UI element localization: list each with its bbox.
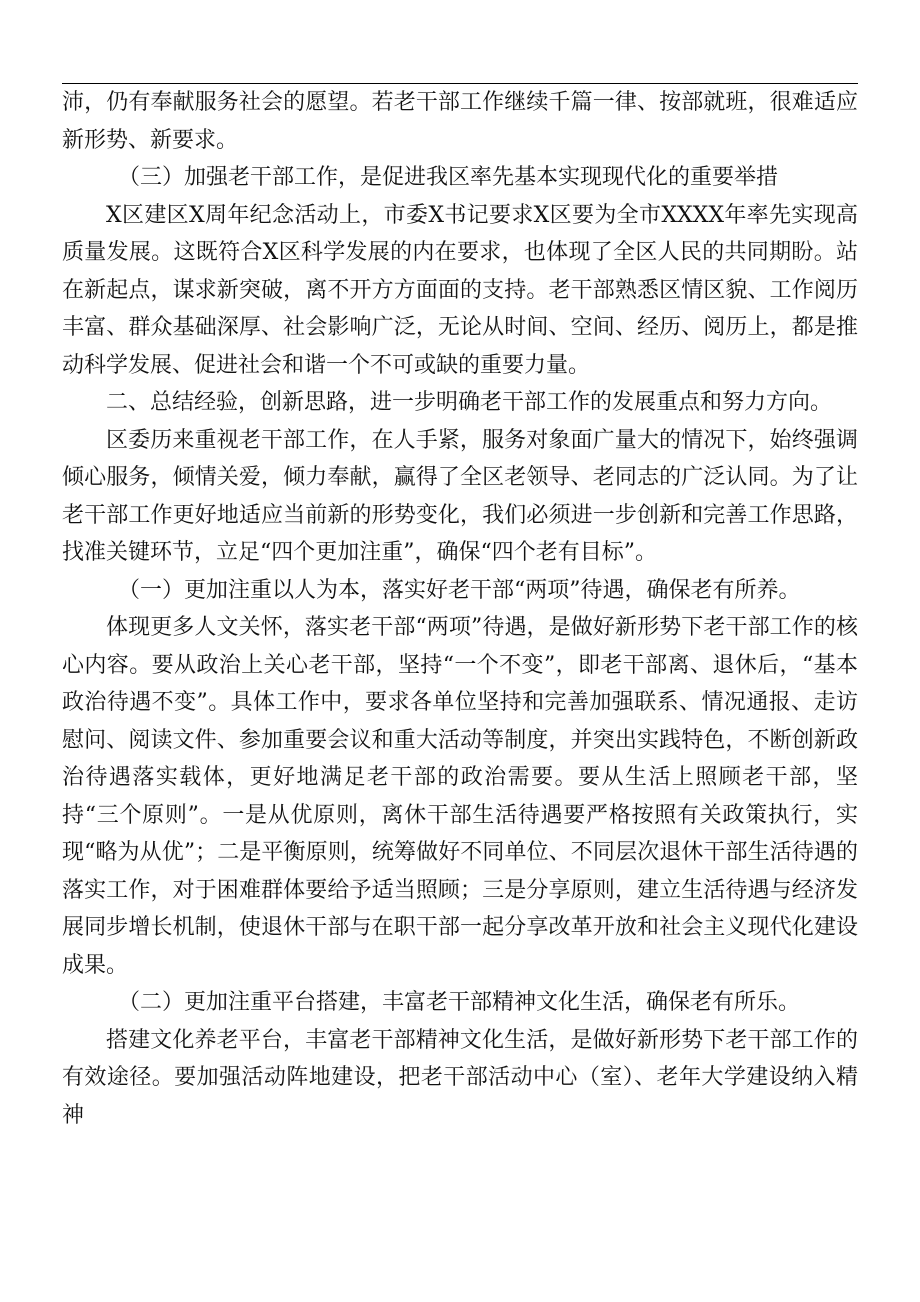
subheading-1: （一）更加注重以人为本，落实好老干部“两项”待遇，确保老有所养。 (118, 577, 801, 603)
paragraph-continued: 沛，仍有奉献服务社会的愿望。若老干部工作继续千篇一律、按部就班，很难适应新形势、新要求。 (62, 90, 858, 153)
subheading-2: （二）更加注重平台搭建，丰富老干部精神文化生活，确保老有所乐。 (118, 990, 801, 1015)
paragraph: X区建区X周年纪念活动上，市委X书记要求X区要为全市XXXX年率先实现高质量发展。这既符合X区科学发展的内在要求，也体现了全区人民的共同期盼。站在新起点，谋求新突破，离不开方方面面的支持。老干部熟悉区情区貌、工作阅历丰富、群众基础深厚、社会影响广泛，无论从时间、空间、经历、阅历上，都是推动科学发展、促进社会和谐一个不可或缺的重要力量。 (62, 202, 858, 378)
paragraph: 体现更多人文关怀，落实老干部“两项”待遇，是做好新形势下老干部工作的核心内容。要从政治上关心老干部，坚持“一个不变”，即老干部离、退休后，“基本政治待遇不变”。具体工作中，要求各单位坚持和完善加强联系、情况通报、走访慰问、阅读文件、参加重要会议和重大活动等制度，并突出实践特色，不断创新政治待遇落实载体，更好地满足老干部的政治需要。要从生活上照顾老干部，坚持“三个原则”。一是从优原则，离休干部生活待遇要严格按照有关政策执行，实现“略为从优”；二是平衡原则，统筹做好不同单位、不同层次退休干部生活待遇的落实工作，对于困难群体要给予适当照顾；三是分享原则，建立生活待遇与经济发展同步增长机制，使退休干部与在职干部一起分享改革开放和社会主义现代化建设成果。 (62, 615, 858, 978)
subheading-3: （三）加强老干部工作，是促进我区率先基本实现现代化的重要举措 (118, 165, 779, 190)
document-body (62, 84, 858, 1134)
paragraph: 搭建文化养老平台，丰富老干部精神文化生活，是做好新形势下老干部工作的有效途径。要加强活动阵地建设，把老干部活动中心（室）、老年大学建设纳入精神 (62, 1027, 858, 1128)
section-heading-2: 二、总结经验，创新思路，进一步明确老干部工作的发展重点和努力方向。 (106, 390, 833, 415)
paragraph: 区委历来重视老干部工作，在人手紧，服务对象面广量大的情况下，始终强调倾心服务，倾情关爱，倾力奉献，赢得了全区老领导、老同志的广泛认同。为了让老干部工作更好地适应当前新的形势变化，我们必须进一步创新和完善工作思路，找准关键环节，立足“四个更加注重”，确保“四个老有目标”。 (62, 427, 858, 565)
